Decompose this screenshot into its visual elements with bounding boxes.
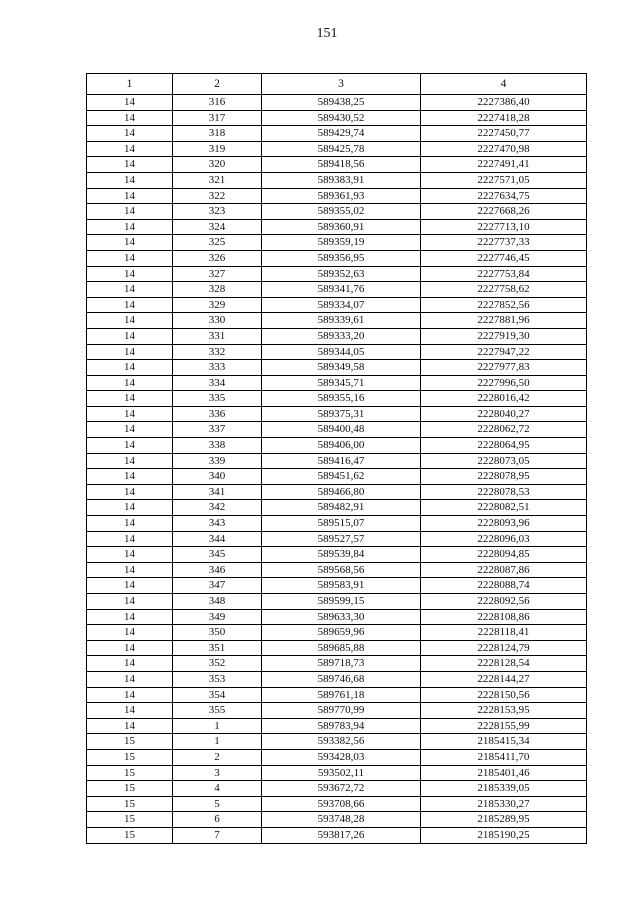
cell-point: 355 (173, 703, 262, 719)
cell-group: 14 (87, 500, 173, 516)
cell-group: 14 (87, 360, 173, 376)
cell-point: 330 (173, 313, 262, 329)
cell-y: 2227470,98 (421, 141, 587, 157)
cell-x: 589482,91 (262, 500, 421, 516)
cell-group: 14 (87, 422, 173, 438)
cell-x: 589359,19 (262, 235, 421, 251)
cell-group: 14 (87, 391, 173, 407)
cell-group: 14 (87, 235, 173, 251)
cell-point: 342 (173, 500, 262, 516)
cell-point: 1 (173, 734, 262, 750)
cell-group: 15 (87, 812, 173, 828)
cell-point: 7 (173, 827, 262, 843)
cell-x: 589770,99 (262, 703, 421, 719)
cell-point: 347 (173, 578, 262, 594)
cell-group: 14 (87, 656, 173, 672)
cell-point: 334 (173, 375, 262, 391)
cell-group: 14 (87, 438, 173, 454)
cell-group: 15 (87, 765, 173, 781)
column-header-3: 3 (262, 74, 421, 95)
cell-y: 2228096,03 (421, 531, 587, 547)
cell-y: 2228093,96 (421, 516, 587, 532)
cell-point: 325 (173, 235, 262, 251)
cell-y: 2228062,72 (421, 422, 587, 438)
cell-point: 349 (173, 609, 262, 625)
table-row (87, 796, 587, 812)
cell-y: 2227491,41 (421, 157, 587, 173)
table-row (87, 235, 587, 251)
cell-point: 350 (173, 625, 262, 641)
cell-y: 2228155,99 (421, 718, 587, 734)
cell-group: 14 (87, 204, 173, 220)
cell-group: 14 (87, 110, 173, 126)
table-row (87, 157, 587, 173)
cell-point: 2 (173, 749, 262, 765)
cell-point: 340 (173, 469, 262, 485)
cell-x: 593382,56 (262, 734, 421, 750)
table-row (87, 516, 587, 532)
table-row (87, 95, 587, 111)
cell-point: 351 (173, 640, 262, 656)
cell-group: 14 (87, 625, 173, 641)
cell-group: 14 (87, 126, 173, 142)
cell-point: 348 (173, 594, 262, 610)
cell-point: 333 (173, 360, 262, 376)
table-row (87, 531, 587, 547)
cell-group: 14 (87, 250, 173, 266)
cell-group: 14 (87, 609, 173, 625)
cell-group: 14 (87, 594, 173, 610)
table-row (87, 204, 587, 220)
cell-x: 589360,91 (262, 219, 421, 235)
cell-x: 589352,63 (262, 266, 421, 282)
cell-y: 2227386,40 (421, 95, 587, 111)
cell-group: 15 (87, 749, 173, 765)
cell-x: 589746,68 (262, 671, 421, 687)
cell-y: 2228078,53 (421, 484, 587, 500)
cell-y: 2185401,46 (421, 765, 587, 781)
cell-x: 589356,95 (262, 250, 421, 266)
cell-x: 589451,62 (262, 469, 421, 485)
table-row (87, 188, 587, 204)
table-row (87, 656, 587, 672)
cell-x: 589355,02 (262, 204, 421, 220)
cell-y: 2185339,05 (421, 781, 587, 797)
table-row (87, 297, 587, 313)
cell-point: 353 (173, 671, 262, 687)
cell-point: 343 (173, 516, 262, 532)
cell-point: 318 (173, 126, 262, 142)
cell-y: 2228124,79 (421, 640, 587, 656)
table-row (87, 812, 587, 828)
table-row (87, 547, 587, 563)
cell-group: 14 (87, 703, 173, 719)
cell-x: 589333,20 (262, 328, 421, 344)
cell-y: 2228094,85 (421, 547, 587, 563)
cell-group: 14 (87, 453, 173, 469)
cell-point: 3 (173, 765, 262, 781)
cell-group: 15 (87, 734, 173, 750)
table-row (87, 562, 587, 578)
cell-x: 589375,31 (262, 406, 421, 422)
cell-x: 589334,07 (262, 297, 421, 313)
cell-x: 589344,05 (262, 344, 421, 360)
cell-y: 2185190,25 (421, 827, 587, 843)
cell-point: 5 (173, 796, 262, 812)
cell-group: 14 (87, 484, 173, 500)
coordinates-table (86, 73, 587, 844)
table-row (87, 625, 587, 641)
table-row (87, 703, 587, 719)
cell-group: 14 (87, 469, 173, 485)
cell-x: 589539,84 (262, 547, 421, 563)
cell-point: 317 (173, 110, 262, 126)
cell-group: 15 (87, 796, 173, 812)
cell-group: 14 (87, 297, 173, 313)
cell-y: 2227571,05 (421, 172, 587, 188)
cell-y: 2227418,28 (421, 110, 587, 126)
cell-y: 2228092,56 (421, 594, 587, 610)
table-row (87, 126, 587, 142)
cell-group: 15 (87, 827, 173, 843)
cell-x: 589429,74 (262, 126, 421, 142)
table-row (87, 687, 587, 703)
cell-y: 2228016,42 (421, 391, 587, 407)
cell-y: 2227753,84 (421, 266, 587, 282)
cell-y: 2185289,95 (421, 812, 587, 828)
cell-point: 323 (173, 204, 262, 220)
cell-point: 338 (173, 438, 262, 454)
cell-x: 589355,16 (262, 391, 421, 407)
table-row (87, 250, 587, 266)
cell-y: 2227737,33 (421, 235, 587, 251)
column-header-2: 2 (173, 74, 262, 95)
cell-x: 589718,73 (262, 656, 421, 672)
table-row (87, 375, 587, 391)
cell-point: 327 (173, 266, 262, 282)
cell-x: 589425,78 (262, 141, 421, 157)
table-row (87, 453, 587, 469)
cell-y: 2227746,45 (421, 250, 587, 266)
table-row (87, 344, 587, 360)
cell-y: 2228040,27 (421, 406, 587, 422)
cell-group: 14 (87, 671, 173, 687)
cell-x: 593428,03 (262, 749, 421, 765)
table-row (87, 110, 587, 126)
cell-y: 2227668,26 (421, 204, 587, 220)
cell-x: 589406,00 (262, 438, 421, 454)
cell-group: 14 (87, 375, 173, 391)
table-row (87, 718, 587, 734)
table-row (87, 500, 587, 516)
cell-group: 14 (87, 687, 173, 703)
cell-point: 346 (173, 562, 262, 578)
cell-y: 2185330,27 (421, 796, 587, 812)
cell-y: 2227996,50 (421, 375, 587, 391)
cell-y: 2227977,83 (421, 360, 587, 376)
cell-group: 14 (87, 188, 173, 204)
cell-point: 326 (173, 250, 262, 266)
cell-x: 589515,07 (262, 516, 421, 532)
cell-y: 2227919,30 (421, 328, 587, 344)
cell-y: 2227881,96 (421, 313, 587, 329)
table-row (87, 671, 587, 687)
table-row (87, 640, 587, 656)
table-row (87, 469, 587, 485)
cell-y: 2185415,34 (421, 734, 587, 750)
cell-group: 14 (87, 516, 173, 532)
cell-x: 589633,30 (262, 609, 421, 625)
cell-point: 324 (173, 219, 262, 235)
cell-group: 14 (87, 266, 173, 282)
cell-x: 589438,25 (262, 95, 421, 111)
cell-point: 337 (173, 422, 262, 438)
cell-point: 354 (173, 687, 262, 703)
cell-group: 15 (87, 781, 173, 797)
table-row (87, 282, 587, 298)
cell-point: 339 (173, 453, 262, 469)
cell-x: 589400,48 (262, 422, 421, 438)
cell-point: 332 (173, 344, 262, 360)
cell-x: 593708,66 (262, 796, 421, 812)
cell-y: 2228108,86 (421, 609, 587, 625)
cell-point: 328 (173, 282, 262, 298)
cell-y: 2227634,75 (421, 188, 587, 204)
cell-group: 14 (87, 141, 173, 157)
cell-group: 14 (87, 282, 173, 298)
cell-point: 335 (173, 391, 262, 407)
table-header (87, 74, 587, 95)
cell-point: 316 (173, 95, 262, 111)
cell-point: 4 (173, 781, 262, 797)
cell-group: 14 (87, 313, 173, 329)
cell-group: 14 (87, 219, 173, 235)
cell-point: 331 (173, 328, 262, 344)
cell-group: 14 (87, 718, 173, 734)
cell-y: 2228088,74 (421, 578, 587, 594)
table-row (87, 749, 587, 765)
table-row (87, 406, 587, 422)
cell-point: 344 (173, 531, 262, 547)
cell-group: 14 (87, 406, 173, 422)
cell-x: 589430,52 (262, 110, 421, 126)
page-number: 151 (316, 26, 338, 41)
table-row (87, 328, 587, 344)
cell-x: 589783,94 (262, 718, 421, 734)
cell-point: 320 (173, 157, 262, 173)
cell-y: 2228087,86 (421, 562, 587, 578)
column-header-1: 1 (87, 74, 173, 95)
cell-x: 593502,11 (262, 765, 421, 781)
table-row (87, 422, 587, 438)
cell-x: 589383,91 (262, 172, 421, 188)
cell-point: 345 (173, 547, 262, 563)
cell-group: 14 (87, 578, 173, 594)
cell-x: 589418,56 (262, 157, 421, 173)
table-row (87, 734, 587, 750)
cell-x: 589466,80 (262, 484, 421, 500)
cell-y: 2228073,05 (421, 453, 587, 469)
cell-x: 589659,96 (262, 625, 421, 641)
cell-group: 14 (87, 640, 173, 656)
cell-y: 2185411,70 (421, 749, 587, 765)
cell-group: 14 (87, 547, 173, 563)
table-row (87, 313, 587, 329)
cell-group: 14 (87, 157, 173, 173)
cell-y: 2228128,54 (421, 656, 587, 672)
cell-y: 2228064,95 (421, 438, 587, 454)
cell-x: 589583,91 (262, 578, 421, 594)
cell-y: 2228078,95 (421, 469, 587, 485)
cell-x: 589599,15 (262, 594, 421, 610)
cell-point: 319 (173, 141, 262, 157)
cell-x: 589568,56 (262, 562, 421, 578)
cell-point: 6 (173, 812, 262, 828)
header-row (87, 74, 587, 95)
table-row (87, 765, 587, 781)
cell-x: 589341,76 (262, 282, 421, 298)
table-row (87, 578, 587, 594)
table-row (87, 594, 587, 610)
table-body (87, 95, 587, 844)
table-row (87, 391, 587, 407)
cell-point: 322 (173, 188, 262, 204)
cell-y: 2228144,27 (421, 671, 587, 687)
table-row (87, 781, 587, 797)
cell-group: 14 (87, 95, 173, 111)
cell-x: 589345,71 (262, 375, 421, 391)
cell-x: 589527,57 (262, 531, 421, 547)
cell-x: 589416,47 (262, 453, 421, 469)
cell-x: 593748,28 (262, 812, 421, 828)
cell-group: 14 (87, 328, 173, 344)
column-header-4: 4 (421, 74, 587, 95)
cell-y: 2228082,51 (421, 500, 587, 516)
cell-point: 1 (173, 718, 262, 734)
cell-point: 341 (173, 484, 262, 500)
cell-x: 589361,93 (262, 188, 421, 204)
cell-y: 2227758,62 (421, 282, 587, 298)
table-row (87, 438, 587, 454)
table-row (87, 609, 587, 625)
table-row (87, 360, 587, 376)
table-row (87, 266, 587, 282)
cell-x: 589685,88 (262, 640, 421, 656)
cell-group: 14 (87, 344, 173, 360)
table-row (87, 141, 587, 157)
cell-y: 2228118,41 (421, 625, 587, 641)
cell-y: 2227947,22 (421, 344, 587, 360)
table-row (87, 172, 587, 188)
cell-y: 2228153,95 (421, 703, 587, 719)
cell-group: 14 (87, 172, 173, 188)
cell-y: 2228150,56 (421, 687, 587, 703)
cell-point: 352 (173, 656, 262, 672)
cell-point: 321 (173, 172, 262, 188)
cell-y: 2227450,77 (421, 126, 587, 142)
cell-x: 593817,26 (262, 827, 421, 843)
cell-point: 336 (173, 406, 262, 422)
cell-y: 2227713,10 (421, 219, 587, 235)
cell-group: 14 (87, 562, 173, 578)
cell-x: 589339,61 (262, 313, 421, 329)
cell-point: 329 (173, 297, 262, 313)
table-row (87, 484, 587, 500)
cell-x: 589349,58 (262, 360, 421, 376)
cell-y: 2227852,56 (421, 297, 587, 313)
table-row (87, 827, 587, 843)
table-row (87, 219, 587, 235)
cell-x: 593672,72 (262, 781, 421, 797)
cell-x: 589761,18 (262, 687, 421, 703)
cell-group: 14 (87, 531, 173, 547)
